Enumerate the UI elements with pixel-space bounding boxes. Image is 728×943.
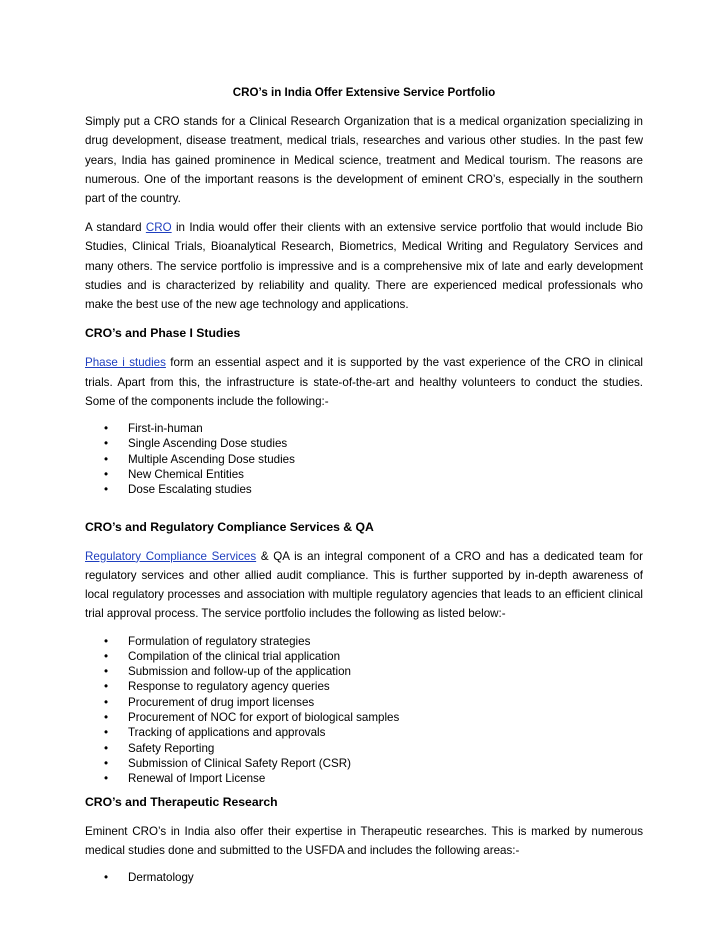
- list-item: [104, 634, 643, 649]
- bullet-icon: •: [104, 756, 109, 770]
- phase-one-paragraph: [85, 353, 643, 411]
- regulatory-list: [85, 634, 643, 787]
- list-item: [104, 756, 643, 771]
- bullet-icon: •: [104, 680, 109, 694]
- bullet-icon: •: [104, 483, 109, 497]
- cro-link[interactable]: CRO: [145, 221, 172, 235]
- bullet-icon: •: [104, 452, 109, 466]
- list-item: [104, 482, 643, 497]
- list-item-text: Single Ascending Dose studies: [128, 437, 288, 451]
- cro-paragraph: [85, 218, 643, 314]
- list-item-text: Submission of Clinical Safety Report (CSR): [128, 756, 351, 770]
- bullet-icon: •: [104, 871, 109, 885]
- list-item-text: Submission and follow-up of the application: [128, 665, 351, 679]
- bullet-icon: •: [104, 422, 109, 436]
- list-item-text: Dose Escalating studies: [128, 483, 252, 497]
- cro-paragraph-rest: in India would offer their clients with an extensive service portfolio that would include Bio Studies, Clinical Trials, Bioanalytical Research, Biometrics, Medical Writing and Regulatory Services and many others. The service portfolio is impressive and is a comprehensive mix of late and early development studies and is characterized by reliability and quality. There are experienced medical professionals who make the best use of the new age technology and applications.: [85, 221, 643, 312]
- bullet-icon: •: [104, 467, 109, 481]
- list-item-text: Safety Reporting: [128, 741, 215, 755]
- list-item-text: Compilation of the clinical trial application: [128, 649, 341, 663]
- list-item-text: Multiple Ascending Dose studies: [128, 452, 295, 466]
- list-item: [104, 695, 643, 710]
- bullet-icon: •: [104, 634, 109, 648]
- regulatory-compliance-link[interactable]: Regulatory Compliance Services: [85, 549, 257, 563]
- list-item-text: Formulation of regulatory strategies: [128, 634, 311, 648]
- phase-one-studies-link[interactable]: Phase i studies: [85, 356, 166, 370]
- list-item-text: Procurement of drug import licenses: [128, 695, 315, 709]
- bullet-icon: •: [104, 665, 109, 679]
- list-item: [104, 436, 643, 451]
- regulatory-paragraph: [85, 547, 643, 624]
- intro-paragraph: Simply put a CRO stands for a Clinical Research Organization that is a medical organization specializing in drug development, disease treatment, medical trials, researches and various other studies. In the past few years, India has gained prominence in Medical science, treatment and Medical tourism. The reasons are numerous. One of the important reasons is the development of eminent CRO’s, especially in the southern part of the country.: [85, 115, 643, 206]
- bullet-icon: •: [104, 711, 109, 725]
- bullet-icon: •: [104, 772, 109, 786]
- list-item: [104, 649, 643, 664]
- list-item: [104, 679, 643, 694]
- bullet-icon: •: [104, 695, 109, 709]
- list-item: [104, 741, 643, 756]
- list-item: [104, 710, 643, 725]
- list-item-text: First-in-human: [128, 422, 203, 436]
- list-item-text: New Chemical Entities: [128, 467, 244, 481]
- bullet-icon: •: [104, 649, 109, 663]
- phase-one-heading: CRO’s and Phase I Studies: [85, 326, 241, 341]
- therapeutic-paragraph: Eminent CRO’s in India also offer their expertise in Therapeutic researches. This is marked by numerous medical studies done and submitted to the USFDA and includes the following areas:-: [85, 824, 643, 857]
- phase-one-paragraph-text: form an essential aspect and it is supported by the vast experience of the CRO in clinical trials. Apart from this, the infrastructure is state-of-the-art and healthy volunteers to conduct the studies. Some of the components include the following:-: [85, 356, 643, 408]
- list-item: [104, 452, 643, 467]
- list-item: [104, 870, 643, 885]
- list-item: [104, 771, 643, 786]
- regulatory-heading: CRO’s and Regulatory Compliance Services & QA: [85, 519, 374, 534]
- bullet-icon: •: [104, 741, 109, 755]
- list-item-text: Procurement of NOC for export of biological samples: [128, 711, 400, 725]
- list-item-text: Dermatology: [128, 871, 194, 885]
- bullet-icon: •: [104, 437, 109, 451]
- document-body: [85, 83, 643, 885]
- list-item: [104, 725, 643, 740]
- document-title: CRO’s in India Offer Extensive Service Portfolio: [232, 86, 496, 99]
- list-item-text: Tracking of applications and approvals: [128, 726, 326, 740]
- list-item-text: Response to regulatory agency queries: [128, 680, 330, 694]
- cro-paragraph-lead: A standard: [85, 221, 146, 235]
- phase-one-list: [85, 421, 643, 497]
- therapeutic-list: [85, 870, 643, 885]
- bullet-icon: •: [104, 726, 109, 740]
- list-item: [104, 421, 643, 436]
- regulatory-paragraph-text: & QA is an integral component of a CRO and has a dedicated team for regulatory services and other allied audit compliance. This is further supported by in-depth awareness of local regulatory processes and association with multiple regulatory agencies that leads to an efficient clinical trial approval process. The service portfolio includes the following as listed below:-: [85, 549, 643, 621]
- list-item: [104, 467, 643, 482]
- therapeutic-heading: CRO’s and Therapeutic Research: [85, 794, 278, 809]
- list-item-text: Renewal of Import License: [128, 772, 266, 786]
- spacer: [85, 498, 643, 518]
- list-item: [104, 664, 643, 679]
